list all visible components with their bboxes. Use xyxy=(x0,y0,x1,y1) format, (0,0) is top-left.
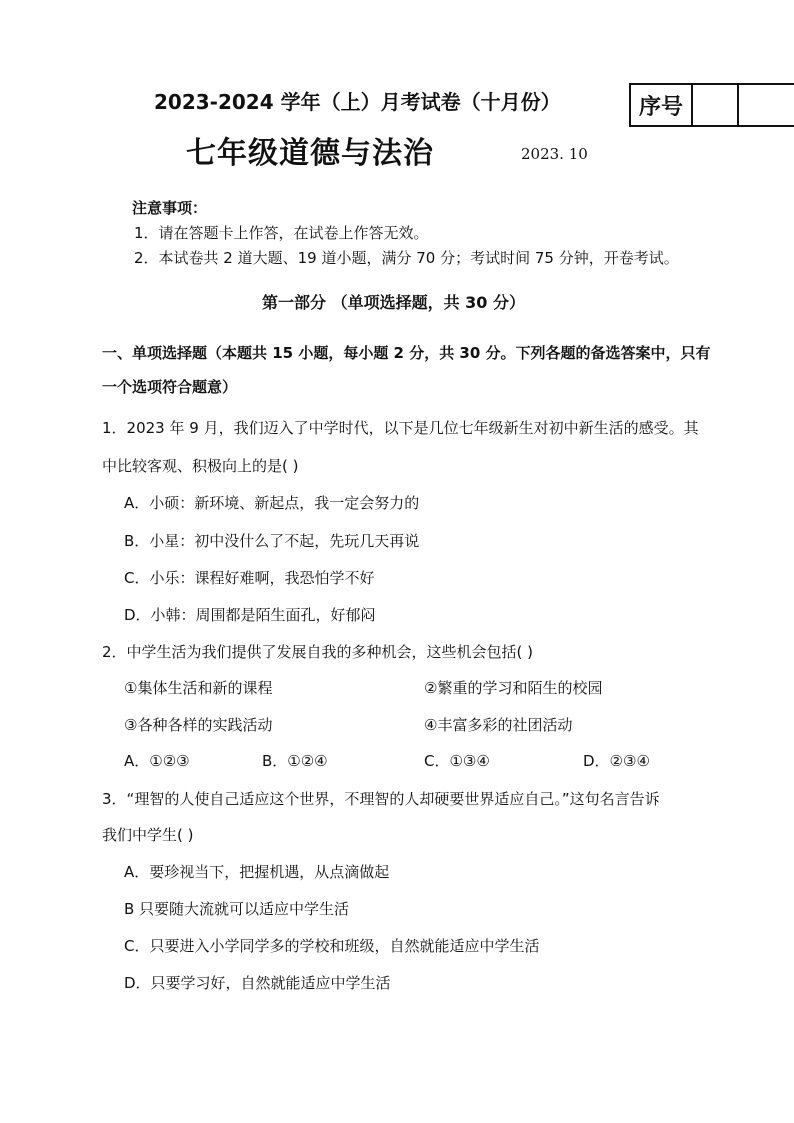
question-2-option-a: A．①②③ xyxy=(124,752,190,770)
question-3-option-a: A．要珍视当下，把握机遇，从点滴做起 xyxy=(124,863,390,881)
section-heading: 一、单项选择题（本题共 15 小题，每小题 2 分，共 30 分。下列各题的备选答案中，只有 xyxy=(102,344,711,362)
question-1-option-c: C．小乐：课程好难啊，我恐怕学不好 xyxy=(124,569,375,587)
question-2-statement-1: ①集体生活和新的课程 xyxy=(124,679,273,697)
question-2-option-d: D．②③④ xyxy=(583,752,650,770)
question-2-stem: 2．中学生活为我们提供了发展自我的多种机会，这些机会包括( ) xyxy=(102,643,534,661)
question-1-stem: 1．2023 年 9 月，我们迈入了中学时代，以下是几位七年级新生对初中新生活的感受。其 xyxy=(102,419,699,437)
serial-label: 序号 xyxy=(631,85,693,125)
question-2-option-c: C．①③④ xyxy=(424,752,490,770)
question-1-stem-cont: 中比较客观、积极向上的是( ) xyxy=(102,457,299,475)
question-2-statement-3: ③各种各样的实践活动 xyxy=(124,716,273,734)
question-1-option-d: D．小韩：周围都是陌生面孔，好郁闷 xyxy=(124,606,376,624)
question-3-stem-cont: 我们中学生( ) xyxy=(102,826,194,844)
notice-item: 1．请在答题卡上作答，在试卷上作答无效。 xyxy=(134,224,429,242)
question-2-statement-4: ④丰富多彩的社团活动 xyxy=(424,716,573,734)
question-2-statement-2: ②繁重的学习和陌生的校园 xyxy=(424,679,603,697)
question-1-option-a: A．小硕：新环境、新起点，我一定会努力的 xyxy=(124,494,420,512)
serial-cell xyxy=(693,85,739,125)
question-1-option-b: B．小星：初中没什么了不起，先玩几天再说 xyxy=(124,532,420,550)
subject-title: 七年级道德与法治 xyxy=(186,136,434,171)
serial-number-box xyxy=(629,83,794,127)
exam-date: 2023. 10 xyxy=(521,145,588,163)
question-3-option-b: B 只要随大流就可以适应中学生活 xyxy=(124,900,350,918)
question-3-option-d: D．只要学习好，自然就能适应中学生活 xyxy=(124,974,391,992)
serial-cell xyxy=(739,85,794,125)
notice-item: 2．本试卷共 2 道大题、19 道小题，满分 70 分；考试时间 75 分钟，开卷考试。 xyxy=(134,249,679,267)
notice-title: 注意事项： xyxy=(132,199,208,217)
question-2-option-b: B．①②④ xyxy=(262,752,328,770)
question-3-stem: 3．“理智的人使自己适应这个世界，不理智的人却硬要世界适应自己。”这句名言告诉 xyxy=(102,790,660,808)
part-title: 第一部分 （单项选择题，共 30 分） xyxy=(262,293,525,312)
question-3-option-c: C．只要进入小学同学多的学校和班级，自然就能适应中学生活 xyxy=(124,937,540,955)
exam-title: 2023-2024 学年（上）月考试卷（十月份） xyxy=(154,90,561,114)
section-heading-cont: 一个选项符合题意） xyxy=(102,378,238,396)
